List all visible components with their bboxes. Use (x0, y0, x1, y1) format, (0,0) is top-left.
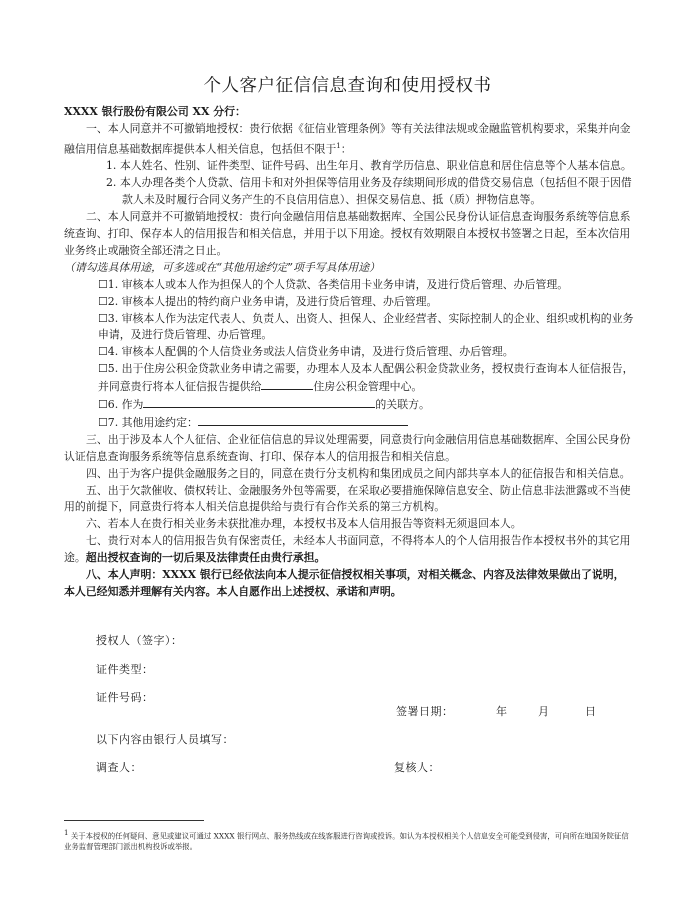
addressee: XXXX 银行股份有限公司 XX 分行： (64, 105, 246, 118)
clause-1-item-2: 2. 本人办理各类个人贷款、信用卡和对外担保等信用业务及存续期间形成的借贷交易信息（包括但不限于因借款人未及时履行合同义务产生的不良信用信息）、担保交易信息、抵（质）押物信息等。 (106, 176, 632, 207)
clause-1: 一、本人同意并不可撤销地授权：贵行依据《征信业管理条例》等有关法律法规或金融监管机构要求，采集并向金融信用信息基础数据库提供本人相关信息，包括但不限于$^1$： (64, 121, 631, 156)
footnote-divider (64, 820, 204, 821)
purpose-option-1[interactable]: ☐1. 审核本人或本人作为担保人的个人贷款、各类信用卡业务申请，及进行贷后管理、办后管理。 (98, 277, 569, 291)
id-type-label: 证件类型： (96, 663, 154, 676)
clause-7: 七、贵行对本人的信用报告负有保密责任，未经本人书面同意，不得将本人的个人信用报告作本授权书外的其它用途。超出授权查询的一切后果及法律责任由贵行承担。 (64, 534, 631, 565)
other-purpose-blank[interactable] (198, 414, 408, 426)
purpose-option-3[interactable]: ☐3. 审核本人作为法定代表人、负责人、出资人、担保人、企业经营者、实际控制人的企业、组织或机构的业务申请，及进行贷后管理、办后管理。 (98, 311, 634, 342)
date-day: 日 (585, 705, 597, 718)
authorizer-signature-label: 授权人（签字）： (96, 634, 183, 647)
date-year: 年 (496, 705, 508, 718)
clause-3: 三、出于涉及本人个人征信、企业征信信息的异议处理需要，同意贵行向金融信用信息基础数据库、全国公民身份认证信息查询服务系统等信息系统查询、打印、保存本人的信用报告和相关信息。 (64, 432, 631, 463)
document-body (64, 104, 634, 601)
reviewer-label: 复核人： (394, 761, 440, 774)
id-number-label: 证件号码： (96, 691, 154, 704)
clause-6: 六、若本人在贵行相关业务未获批准办理，本授权书及本人信用报告等资料无须退回本人。 (86, 517, 522, 531)
purpose-option-5[interactable]: ☐5. 出于住房公积金贷款业务申请之需要，办理本人及本人配偶公积金贷款业务，授权贵行查询本人征信报告，并同意贵行将本人征信报告提供给 住房公积金管理中心。 (98, 362, 634, 394)
fund-center-blank[interactable] (261, 378, 313, 390)
clause-8-declaration: 八、本人声明：XXXX 银行已经依法向本人提示征信授权相关事项，对相关概念、内容及法律效果做出了说明，本人已经知悉并理解有关内容。本人自愿作出上述授权、承诺和声明。 (64, 568, 625, 598)
investigator-label: 调查人： (96, 761, 142, 774)
clause-4: 四、出于为客户提供金融服务之目的，同意在贵行分支机构和集团成员之间内部共享本人的征信报告和相关信息。 (86, 466, 631, 480)
footnote: $^1$ 关于本授权的任何疑问、意见或建议可通过 XXXX 银行网点、服务热线或在线客服进行咨询或投诉。如认为本授权相关个人信息安全可能受到侵害，可向所在地国务院征信业务监督管理部门派出机构投诉或举报。 (64, 829, 629, 852)
clause-2: 二、本人同意并不可撤销地授权：贵行向金融信用信息基础数据库、全国公民身份认证信息查询服务系统等信息系统查询、打印、保存本人的信用报告和相关信息，并用于以下用途。授权有效期限自本授权书签署之日起，至本次信用业务终止或融资全部还清之日止。 (64, 210, 631, 257)
footnote-ref: 1 (336, 141, 341, 150)
purpose-option-2[interactable]: ☐2. 审核本人提出的特约商户业务申请，及进行贷后管理、办后管理。 (98, 294, 438, 308)
purpose-hint: （请勾选具体用途，可多选或在“其他用途约定”项手写具体用途） (64, 260, 381, 274)
purpose-option-6[interactable]: ☐6. 作为 的关联方。 (98, 398, 430, 412)
purpose-option-7[interactable]: ☐7. 其他用途约定： (64, 414, 634, 432)
purpose-option-4[interactable]: ☐4. 审核本人配偶的个人信贷业务或法人信贷业务申请，及进行贷后管理、办后管理。 (98, 345, 514, 359)
clause-5: 五、出于欠款催收、债权转让、金融服务外包等需要，在采取必要措施保障信息安全、防止信息非法泄露或不当使用的前提下，同意贵行将本人相关信息提供给与贵行有合作关系的第三方机构。 (64, 483, 631, 514)
sign-date-label: 签署日期： (396, 705, 454, 718)
bank-fill-label: 以下内容由银行人员填写： (96, 733, 234, 746)
clause-1-item-1: 1. 本人姓名、性别、证件类型、证件号码、出生年月、教育学历信息、职业信息和居住信息等个人基本信息。 (106, 159, 632, 173)
related-party-blank[interactable] (143, 396, 375, 408)
document-title: 个人客户征信信息查询和使用授权书 (203, 76, 492, 96)
date-month: 月 (538, 705, 550, 718)
